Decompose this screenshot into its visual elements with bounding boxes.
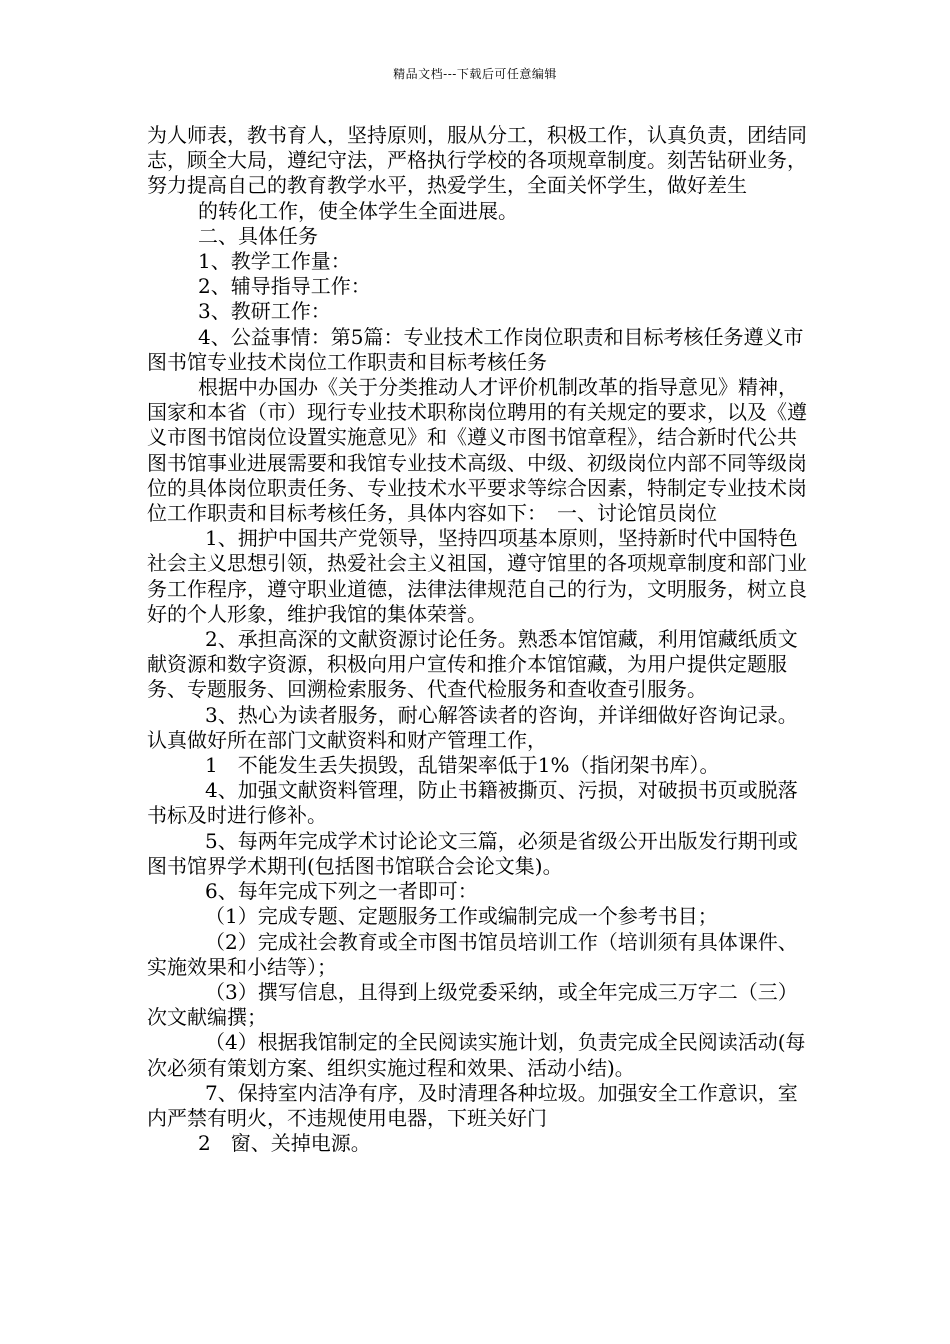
- paragraph-7: 根据中办国办《关于分类推动人才评价机制改革的指导意见》精神，国家和本省（市）现行专业技术职称岗位聘用的有关规定的要求，以及《遵义市图书馆岗位设置实施意见》和《遵义市图书馆章程》，结合新时代公共图书馆事业进展需要和我馆专业技术高级、中级、初级岗位内部不同等级岗位的具体岗位职责任务、专业技术水平要求等综合因素，特制定专业技术岗位工作职责和目标考核任务，具体内容如下： 一、讨论馆员岗位: [147, 375, 807, 526]
- paragraph-0: 为人师表，教书育人，坚持原则，服从分工，积极工作，认真负责，团结同志，顾全大局，遵纪守法，严格执行学校的各项规章制度。刻苦钻研业务，努力提高自己的教育教学水平，热爱学生，全面关怀学生，做好差生: [147, 123, 807, 198]
- paragraph-8: 1、拥护中国共产党领导，坚持四项基本原则，坚持新时代中国特色社会主义思想引领，热爱社会主义祖国，遵守馆里的各项规章制度和部门业务工作程序，遵守职业道德，法律法律规范自己的行为，文明服务，树立良好的个人形象，维护我馆的集体荣誉。: [147, 526, 807, 626]
- paragraph-20: 2 窗、关掉电源。: [198, 1131, 371, 1156]
- paragraph-9: 2、承担高深的文献资源讨论任务。熟悉本馆馆藏，利用馆藏纸质文献资源和数字资源，积极向用户宣传和推介本馆馆藏，为用户提供定题服务、专题服务、回溯检索服务、代查代检服务和查收查引服务。: [147, 627, 798, 702]
- paragraph-15: （1）完成专题、定题服务工作或编制完成一个参考书目；: [205, 904, 718, 929]
- paragraph-19: 7、保持室内洁净有序，及时清理各种垃圾。加强安全工作意识，室内严禁有明火，不违规使用电器，下班关好门: [147, 1080, 798, 1130]
- paragraph-4: 2、辅导指导工作：: [198, 274, 371, 299]
- paragraph-12: 4、加强文献资料管理，防止书籍被撕页、污损，对破损书页或脱落书标及时进行修补。: [147, 778, 798, 828]
- paragraph-1: 的转化工作，使全体学生全面进展。: [198, 198, 518, 223]
- paragraph-5: 3、教研工作：: [198, 299, 331, 324]
- paragraph-14: 6、每年完成下列之一者即可：: [205, 879, 478, 904]
- paragraph-16: （2）完成社会教育或全市图书馆员培训工作（培训须有具体课件、实施效果和小结等）；: [147, 929, 798, 979]
- paragraph-6: 4、公益事情：第5篇：专业技术工作岗位职责和目标考核任务遵义市图书馆专业技术岗位工作职责和目标考核任务: [147, 324, 804, 374]
- paragraph-3: 1、教学工作量：: [198, 249, 351, 274]
- paragraph-17: （3）撰写信息，且得到上级党委采纳，或全年完成三万字二（三）次文献编撰；: [147, 979, 798, 1030]
- page-header: 精品文档---下载后可任意编辑: [393, 67, 557, 81]
- section-heading-tasks: 二、具体任务: [198, 223, 318, 248]
- paragraph-13: 5、每两年完成学术讨论论文三篇，必须是省级公开出版发行期刊或图书馆界学术期刊(包括图书馆联合会论文集)。: [147, 828, 798, 878]
- paragraph-10: 3、热心为读者服务，耐心解答读者的咨询，并详细做好咨询记录。认真做好所在部门文献资料和财产管理工作，: [147, 702, 798, 752]
- paragraph-18: （4）根据我馆制定的全民阅读实施计划，负责完成全民阅读活动(每次必须有策划方案、组织实施过程和效果、活动小结)。: [147, 1030, 806, 1080]
- paragraph-11: 1 不能发生丢失损毁，乱错架率低于1%（指闭架书库）。: [205, 753, 720, 778]
- document-body: [147, 123, 807, 1156]
